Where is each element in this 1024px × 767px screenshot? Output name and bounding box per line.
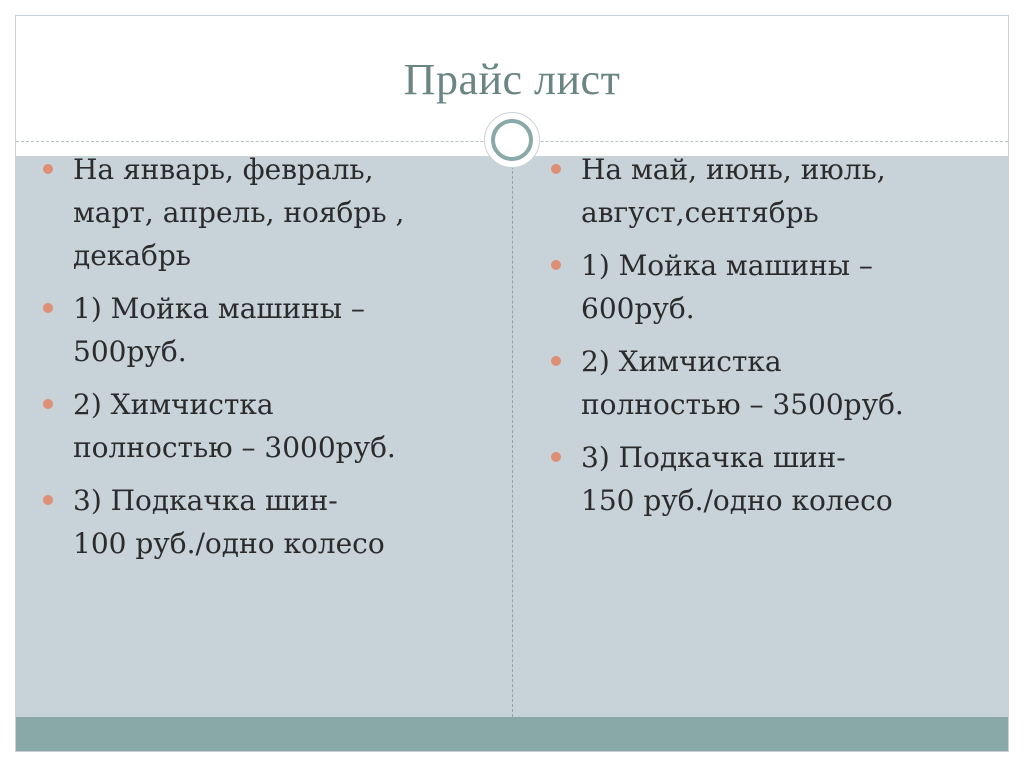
page-title: Прайс лист (403, 55, 621, 104)
list-item-line: 150 руб./одно колесо (581, 484, 893, 517)
list-item-line: На январь, февраль, (73, 153, 374, 186)
list-item (548, 148, 948, 234)
list-item-line: 1) Мойка машины – (581, 249, 873, 282)
list-item (548, 244, 948, 330)
circle-ornament-icon (484, 112, 540, 168)
list-item-line: 3) Подкачка шин- (581, 441, 846, 474)
list-item-line: 600руб. (581, 292, 695, 325)
circle-ornament-inner (491, 119, 533, 161)
right-column (548, 148, 948, 532)
list-item-line: 2) Химчистка (581, 345, 782, 378)
list-item (40, 383, 460, 469)
left-column (40, 148, 460, 575)
list-item (40, 479, 460, 565)
list-item-line: март, апрель, ноябрь , (73, 196, 405, 229)
list-item-line: декабрь (73, 239, 192, 272)
list-item-line: 1) Мойка машины – (73, 292, 365, 325)
column-divider (512, 156, 513, 717)
list-item-line: На май, июнь, июль, (581, 153, 886, 186)
bullet-icon (551, 164, 561, 174)
list-item-line: 2) Химчистка (73, 388, 274, 421)
list-item (548, 436, 948, 522)
bullet-icon (551, 452, 561, 462)
bullet-icon (551, 260, 561, 270)
list-item-line: полностью – 3000руб. (73, 431, 396, 464)
list-item (40, 287, 460, 373)
bullet-icon (43, 399, 53, 409)
bullet-icon (43, 303, 53, 313)
list-item-line: 100 руб./одно колесо (73, 527, 385, 560)
bullet-icon (43, 164, 53, 174)
bullet-icon (551, 356, 561, 366)
list-item (548, 340, 948, 426)
list-item-line: август,сентябрь (581, 196, 819, 229)
list-item-line: полностью – 3500руб. (581, 388, 904, 421)
list-item-line: 3) Подкачка шин- (73, 484, 338, 517)
list-item (40, 148, 460, 277)
bullet-icon (43, 495, 53, 505)
list-item-line: 500руб. (73, 335, 187, 368)
footer-bar (16, 717, 1008, 751)
